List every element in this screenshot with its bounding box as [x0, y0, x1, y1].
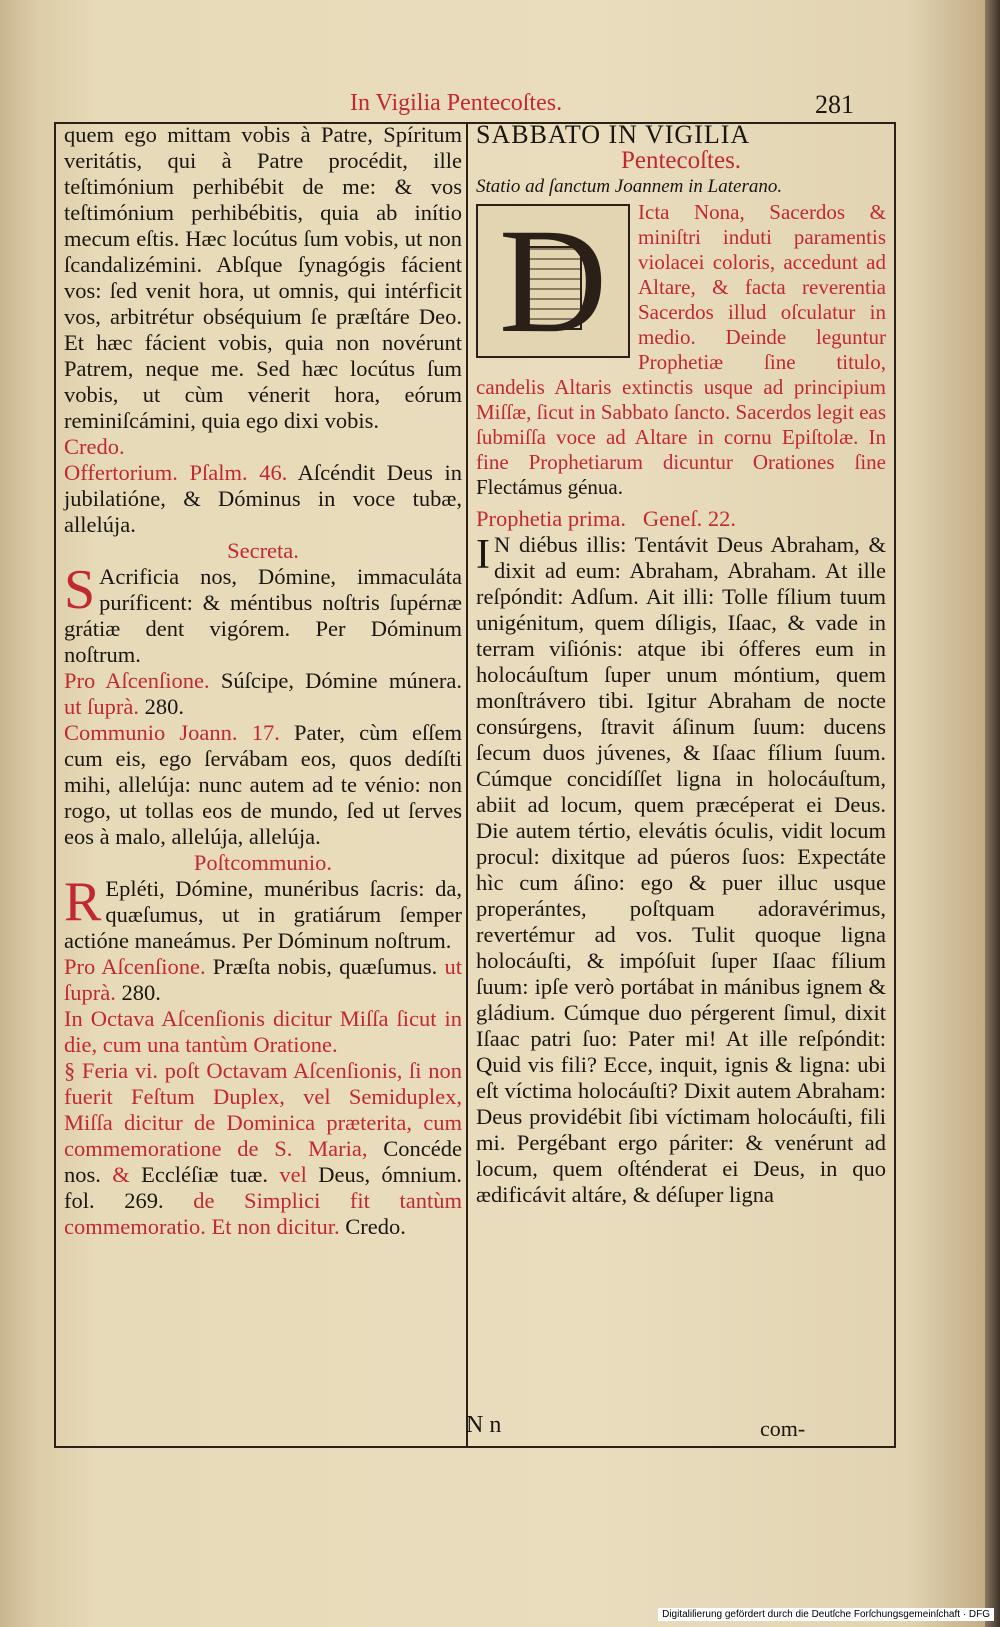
rubric-text: Icta Nona, Sacerdos & miniſtri induti paramentis violacei coloris, accedunt ad Altare, & facta reverentia Sacerdos illud oſculatur in medio. Deinde leguntur Prophetiæ ſine titulo, candelis Altaris extinctis usque ad principium Miſſæ, ſicut in Sabbato ſancto. Sacerdos legit eas ſubmiſſa voce ad Altare in cornu Epiſtolæ. In fine Prophetiarum dicuntur Orationes ſine — [476, 200, 887, 474]
pro-ascensione-2 — [64, 954, 462, 1006]
left-column — [64, 122, 462, 1240]
communio-text: Pater, cùm eſſem cum eis, ego ſervábam eos, quos dedíſti mihi, allelúja: nunc autem ad te vénio: non rogo, ut tollas eos de mundo, ſed ut ſerves eos à malo, allelúja, allelúja. — [64, 720, 463, 849]
running-title: In Vigilia Pentecoſtes. — [350, 90, 563, 116]
communio-label: Communio Joann. 17. — [64, 720, 280, 745]
communio — [64, 720, 462, 850]
rubric-and: & — [112, 1162, 130, 1187]
drop-initial-s: S — [64, 559, 96, 621]
signature-mark: N n — [466, 1412, 502, 1438]
opening-rubric — [476, 200, 886, 500]
page-ref: 280. — [144, 694, 184, 719]
oratio-incipit: Deus, ómnium. fol. 269. — [64, 1162, 463, 1213]
gospel-text: quem ego mittam vobis à Patre, Spíritum veritátis, qui à Patre procédit, ille teſtimónium perhibébit de me: & vos teſtimónium perhibébitis, quia ab inítio mecum eſtis. Hæc locútus ſum vobis, ut non ſcandalizémini. Abſque ſynagógis fácient vos: ſed venit hora, ut omnis, qui intérficit vos, arbitrétur obséquium ſe præſtáre Deo. Et hæc fácient vobis, quia non novérunt Patrem, neque me. Sed hæc locútus ſum vobis, ut cùm vénerit hora, eórum reminiſcámini, quia ego dixi vobis. — [64, 122, 462, 433]
page-edge — [985, 0, 1000, 1627]
postcommunio-text: Epléti, Dómine, munéribus ſacris: da, quæſumus, ut in gratiárum ſemper actióne maneámus. Per Dóminum noſtrum. — [64, 876, 462, 953]
credo-ref: Credo. — [345, 1214, 406, 1239]
prophetia-heading — [476, 506, 886, 532]
offertorium — [64, 460, 462, 538]
flectamus: Flectámus génua. — [476, 475, 623, 499]
drop-initial-r: R — [64, 871, 102, 933]
octava-rubric: In Octava Aſcenſionis dicitur Miſſa ſicut in die, cum una tantùm Oratione. — [64, 1006, 462, 1057]
pro-ascensione-1 — [64, 668, 462, 720]
oratio-incipit: Eccléſiæ tuæ. — [141, 1162, 269, 1187]
pro-ascensione-text: Præſta nobis, quæſumus. — [212, 954, 438, 979]
pro-ascensione-label: Pro Aſcenſione. — [64, 954, 206, 979]
initial-letter: D — [498, 204, 608, 358]
postcommunio — [64, 871, 462, 954]
feria-rubric — [64, 1058, 462, 1240]
right-column — [476, 122, 886, 1208]
digitization-credit: Digitaliſierung gefördert durch die Deutſche Forſchungsgemeinſchaft · DFG — [658, 1608, 994, 1621]
pro-ascensione-label: Pro Aſcenſione. — [64, 668, 210, 693]
ut-supra: ut ſuprà. — [64, 694, 139, 719]
mass-title: SABBATO IN VIGILIA — [476, 120, 751, 149]
rubric-vel: vel — [279, 1162, 307, 1187]
offertorium-label: Offertorium. Pſalm. 46. — [64, 460, 288, 485]
prophetia — [476, 532, 886, 1208]
credo: Credo. — [64, 434, 125, 459]
drop-initial-i: I — [476, 532, 490, 578]
secreta-text: Acrificia nos, Dómine, immaculáta puríficent: & méntibus noſtris ſupérnæ grátiæ dent vigórem. Per Dóminum noſtrum. — [64, 564, 462, 667]
rubric-text: de Simplici fit tantùm commemoratio. Et non dicitur. — [64, 1188, 463, 1239]
offertorium-text: Aſcéndit Deus in jubilatióne, & Dóminus in voce tubæ, allelúja. — [64, 460, 463, 537]
postcommunio-heading: Poſtcommunio. — [193, 850, 333, 875]
prophetia-ref: Geneſ. 22. — [642, 506, 736, 531]
pro-ascensione-text: Súſcipe, Dómine múnera. — [220, 668, 462, 693]
prophetia-text: N diébus illis: Tentávit Deus Abraham, & dixit ad eum: Abraham, Abraham. At ille reſpóndit: Adſum. Ait illi: Tolle fílium tuum unigénitum, quem díligis, Iſaac, & vade in terram viſiónis: atque ibi ófferes eum in holocáuſtum ſuper unum móntium, quem monſtrávero tibi. Igitur Abraham de nocte consúrgens, ſtravit áſinum ſuum: ducens ſecum duos júvenes, & Iſaac fílium ſuum. Cúmque concidíſſet ligna in holocáuſtum, abiit ad locum, quem præcéperat ei Deus. Die autem tértio, elevátis óculis, vidit locum procul: dixitque ad púeros ſuos: Expectáte hìc cum áſino: ego & puer illuc usque properántes, poſtquam adoravérimus, revertémur ad vos. Tulit quoque ligna holocáuſti, & impóſuit ſuper Iſaac fílium ſuum: ipſe verò portábat in mánibus ignem & gládium. Cúmque duo pérgerent ſimul, dixit Iſaac patri ſuo: Pater mi! At ille reſpóndit: Quid vis fili? Ecce, inquit, ignis & ligna: ubi eſt víctima holocáuſti? Dixit autem Abraham: Deus providébit ſibi víctimam holocáuſti, fili mi. Pergébant ergo páriter: & venérunt ad locum, quem oſténderat ei Deus, in quo ædificávit altáre, & déſuper ligna — [476, 532, 886, 1207]
column-rule — [466, 124, 468, 1446]
secreta — [64, 559, 462, 668]
ut-supra: ut ſuprà. — [64, 954, 462, 1005]
mass-subtitle: Pentecoſtes. — [620, 147, 742, 174]
statio: Statio ad ſanctum Joannem in Laterano. — [476, 176, 783, 197]
secreta-heading: Secreta. — [227, 538, 299, 563]
catchword: com- — [760, 1416, 806, 1441]
page-ref: 280. — [121, 980, 161, 1005]
feria-rubric-text: § Feria vi. poſt Octavam Aſcenſionis, ſi non fuerit Feſtum Duplex, vel Semiduplex, Miſſa dicitur de Dominica præterita, cum commemoratione de S. Maria, — [64, 1058, 462, 1161]
historiated-initial-d — [476, 204, 630, 358]
oratio-incipit: Concéde nos. — [64, 1136, 463, 1187]
page-number: 281 — [815, 90, 854, 119]
prophetia-title: Prophetia prima. — [476, 506, 626, 531]
